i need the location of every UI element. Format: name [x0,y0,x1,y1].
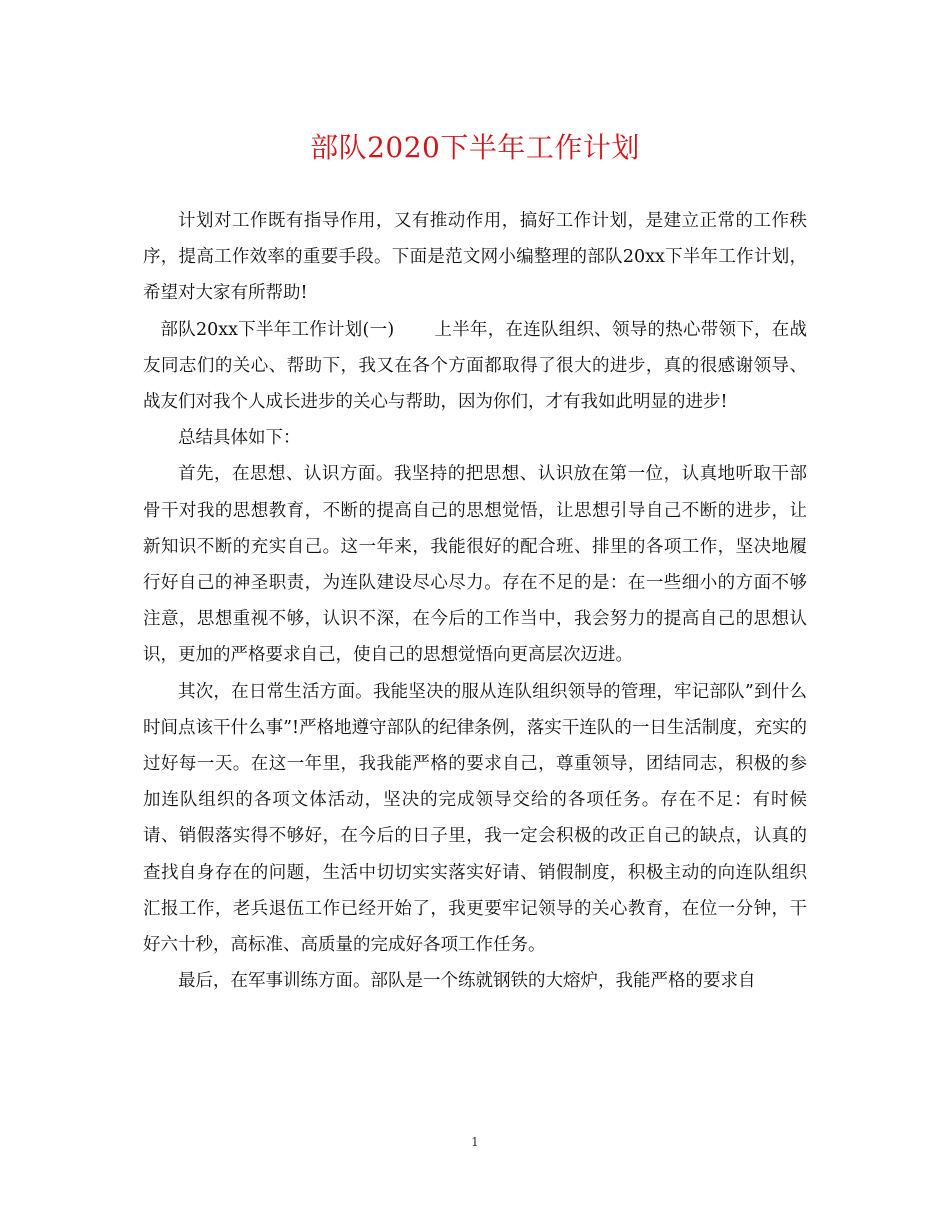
paragraph-intro: 计划对工作既有指导作用，又有推动作用，搞好工作计划，是建立正常的工作秩序，提高工作效率的重要手段。下面是范文网小编整理的部队20xx下半年工作计划，希望对大家有所帮助! [143,211,807,304]
page-number: 1 [471,1135,479,1149]
paragraph-summary-lead: 总结具体如下： [178,428,301,449]
section-heading: 部队20xx下半年工作计划(一) [160,319,395,340]
section-body: 上半年，在连队组织、领导的热心带领下，在战友同志们的关心、帮助下，我又在各个方面都取得了很大的进步，真的很感谢领导、战友们对我个人成长进步的关心与帮助，因为你们，才有我如此明显的进步! [143,319,808,413]
paragraph-thought: 首先，在思想、认识方面。我坚持的把思想、认识放在第一位，认真地听取干部骨干对我的思想教育，不断的提高自己的思想觉悟，让思想引导自己不断的进步，让新知识不断的充实自己。这一年来，我能很好的配合班、排里的各项工作，坚决地履行好自己的神圣职责，为连队建设尽心尽力。存在不足的是：在一些细小的方面不够注意，思想重视不够，认识不深，在今后的工作当中，我会努力的提高自己的思想认识，更加的严格要求自己，使自己的思想觉悟向更高层次迈进。 [143,464,807,666]
page-title: 部队2020下半年工作计划 [310,131,640,164]
paragraph-military-training: 最后，在军事训练方面。部队是一个练就钢铁的大熔炉，我能严格的要求自 [178,971,756,992]
paragraph-section-one [143,312,807,421]
document-body [143,203,807,999]
paragraph-daily-life: 其次，在日常生活方面。我能坚决的服从连队组织领导的管理，牢记部队”到什么时间点该干什么事”!严格地遵守部队的纪律条例，落实干连队的一日生活制度，充实的过好每一天。在这一年里，我我能严格的要求自己，尊重领导，团结同志，积极的参加连队组织的各项文体活动，坚决的完成领导交给的各项任务。存在不足：有时候请、销假落实得不够好，在今后的日子里，我一定会积极的改正自己的缺点，认真的查找自身存在的问题，生活中切切实实落实好请、销假制度，积极主动的向连队组织汇报工作，老兵退伍工作已经开始了，我更要牢记领导的关心教育，在位一分钟，干好六十秒，高标准、高质量的完成好各项工作任务。 [143,681,807,956]
